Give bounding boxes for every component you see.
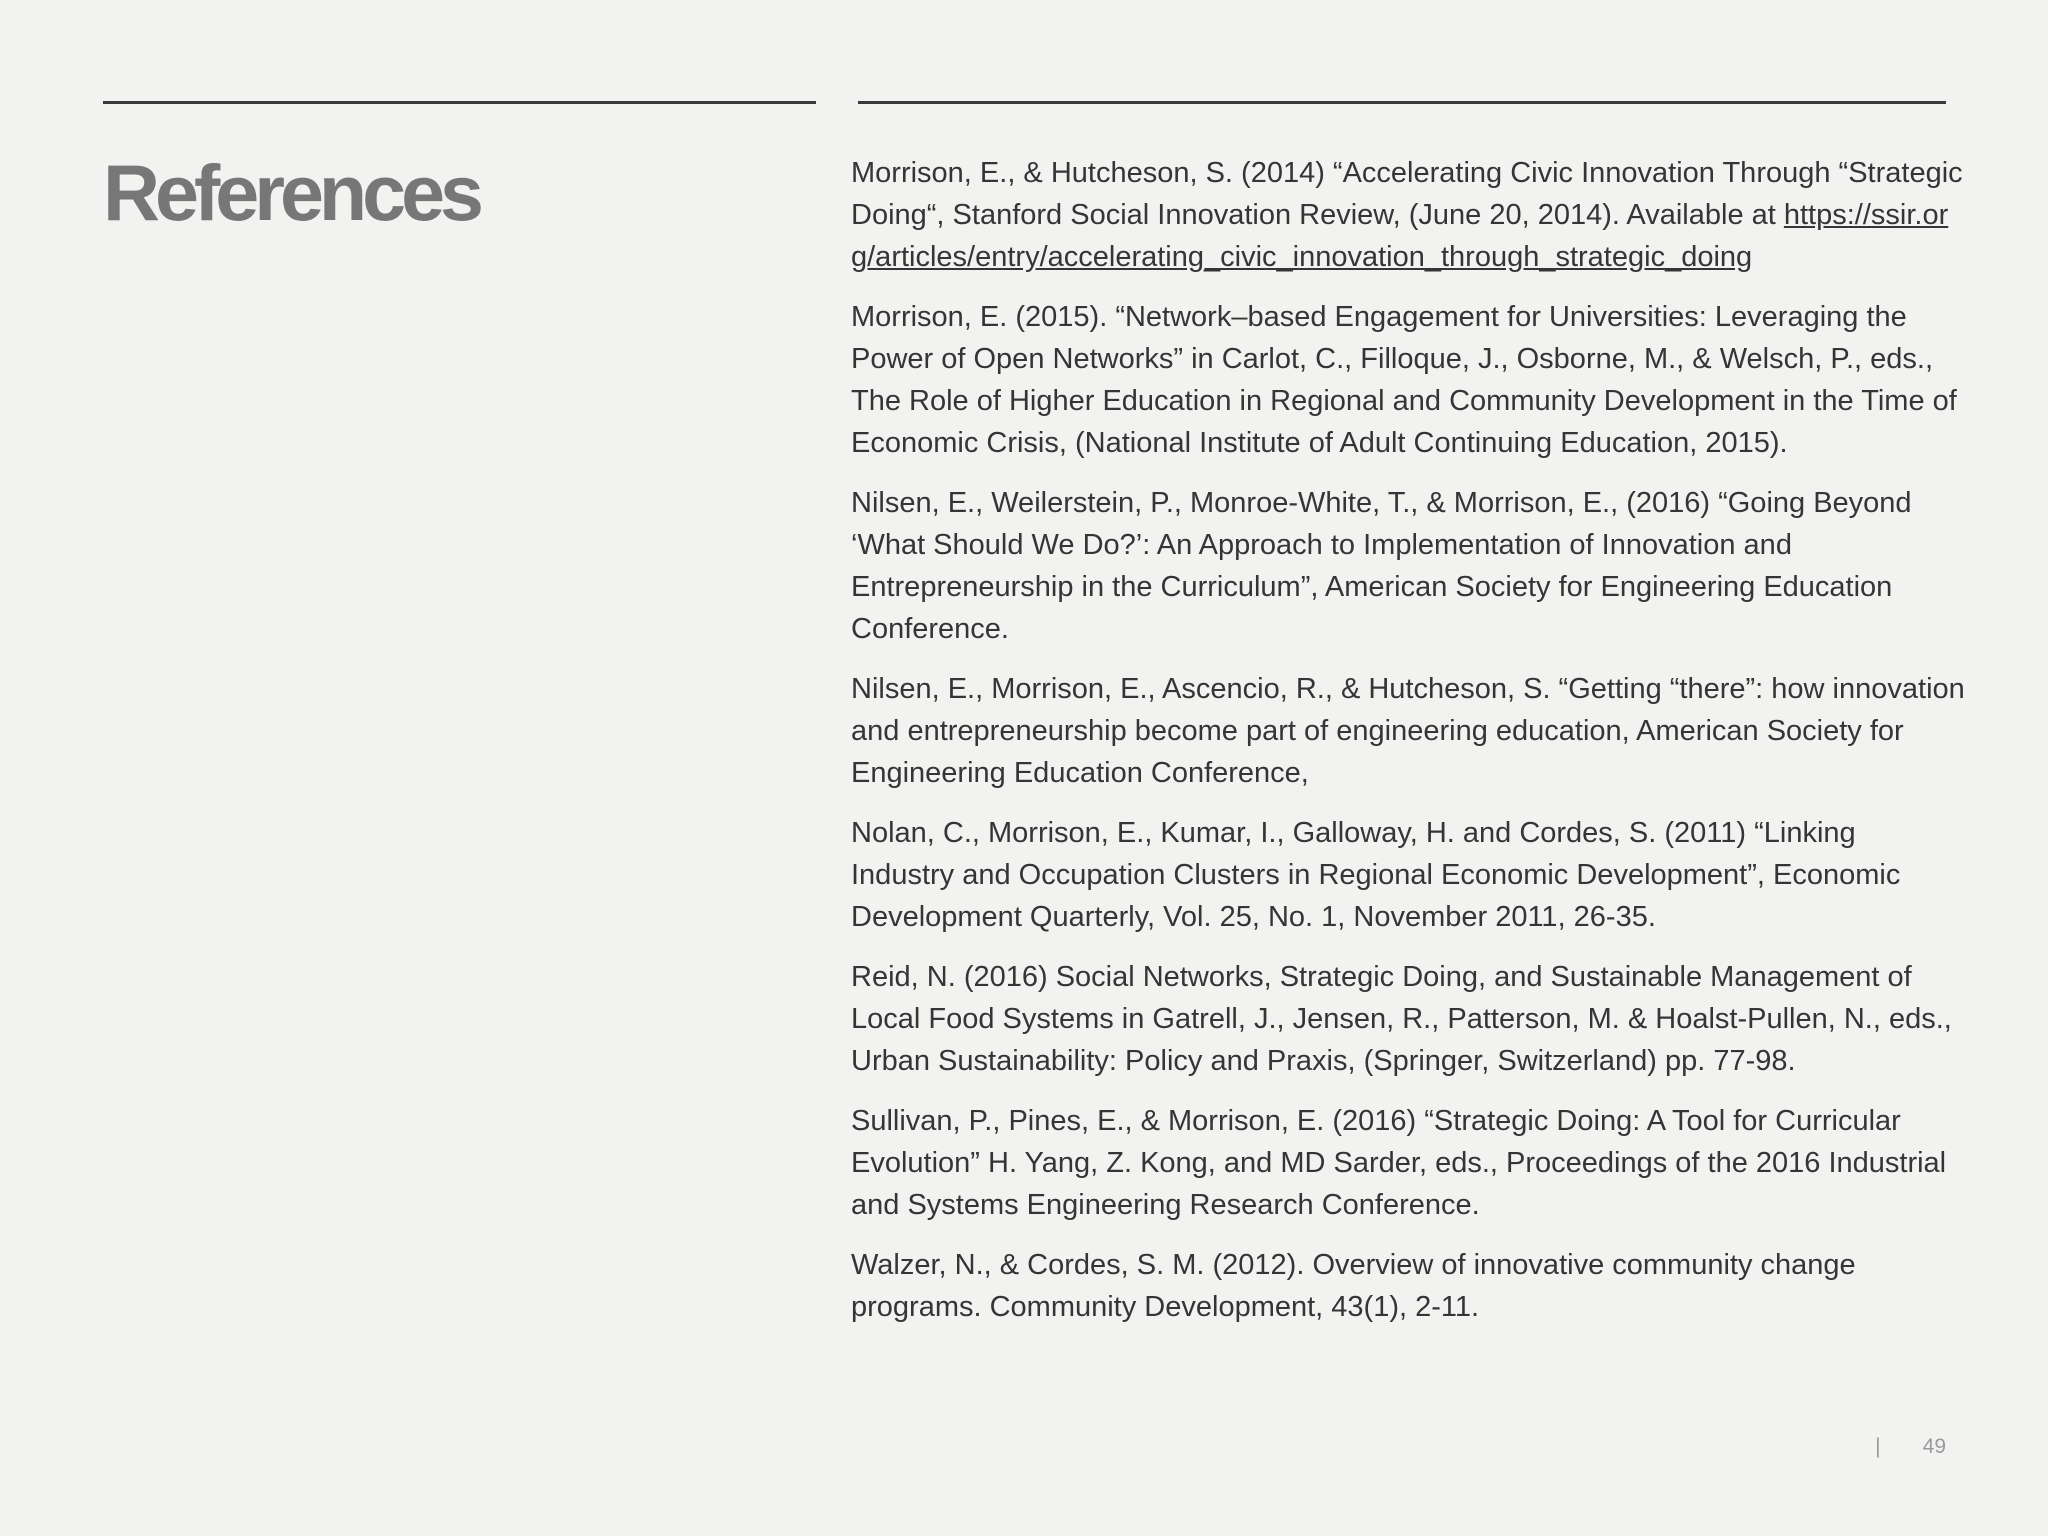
page-footer xyxy=(1875,1435,1946,1459)
footer-separator: | xyxy=(1875,1435,1881,1458)
reference-link[interactable]: https://ssir.org/articles/entry/accelerating_civic_innovation_through_strategic_doing xyxy=(851,199,1949,273)
reference-item: Nolan, C., Morrison, E., Kumar, I., Galloway, H. and Cordes, S. (2011) “Linking Industry and Occupation Clusters in Regional Economic Development”, Economic Development Quarterly, Vol. 25, No. 1, November 2011, 26-35. xyxy=(851,817,1901,933)
reference-item: Reid, N. (2016) Social Networks, Strategic Doing, and Sustainable Management of Local Food Systems in Gatrell, J., Jensen, R., Patterson, M. & Hoalst-Pullen, N., eds., Urban Sustainability: Policy and Praxis, (Springer, Switzerland) pp. 77-98. xyxy=(851,961,1952,1077)
page-title: References xyxy=(103,148,479,237)
reference-item: Morrison, E. (2015). “Network–based Engagement for Universities: Leveraging the Power of Open Networks” in Carlot, C., Filloque, J., Osborne, M., & Welsch, P., eds., The Role of Higher Education in Regional and Community Development in the Time of Economic Crisis, (National Institute of Adult Continuing Education, 2015). xyxy=(851,301,1957,459)
page-number: 49 xyxy=(1922,1435,1946,1458)
header-rule-right xyxy=(858,101,1946,104)
reference-item xyxy=(851,152,1966,278)
reference-item: Sullivan, P., Pines, E., & Morrison, E. (2016) “Strategic Doing: A Tool for Curricular Evolution” H. Yang, Z. Kong, and MD Sarder, eds., Proceedings of the 2016 Industrial and Systems Engineering Research Conference. xyxy=(851,1105,1947,1221)
reference-item: Walzer, N., & Cordes, S. M. (2012). Overview of innovative community change programs. Community Development, 43(1), 2-11. xyxy=(851,1249,1856,1323)
header-rule-left xyxy=(103,101,816,104)
reference-item: Nilsen, E., Weilerstein, P., Monroe-White, T., & Morrison, E., (2016) “Going Beyond ‘What Should We Do?’: An Approach to Implementation of Innovation and Entrepreneurship in the Curriculum”, American Society for Engineering Education Conference. xyxy=(851,487,1912,645)
reference-list xyxy=(851,152,1966,1346)
reference-text: Morrison, E., & Hutcheson, S. (2014) “Accelerating Civic Innovation Through “Strategic Doing“, Stanford Social Innovation Review, (June 20, 2014). Available at xyxy=(851,157,1963,231)
reference-item: Nilsen, E., Morrison, E., Ascencio, R., & Hutcheson, S. “Getting “there”: how innovation and entrepreneurship become part of engineering education, American Society for Engineering Education Conference, xyxy=(851,673,1965,789)
